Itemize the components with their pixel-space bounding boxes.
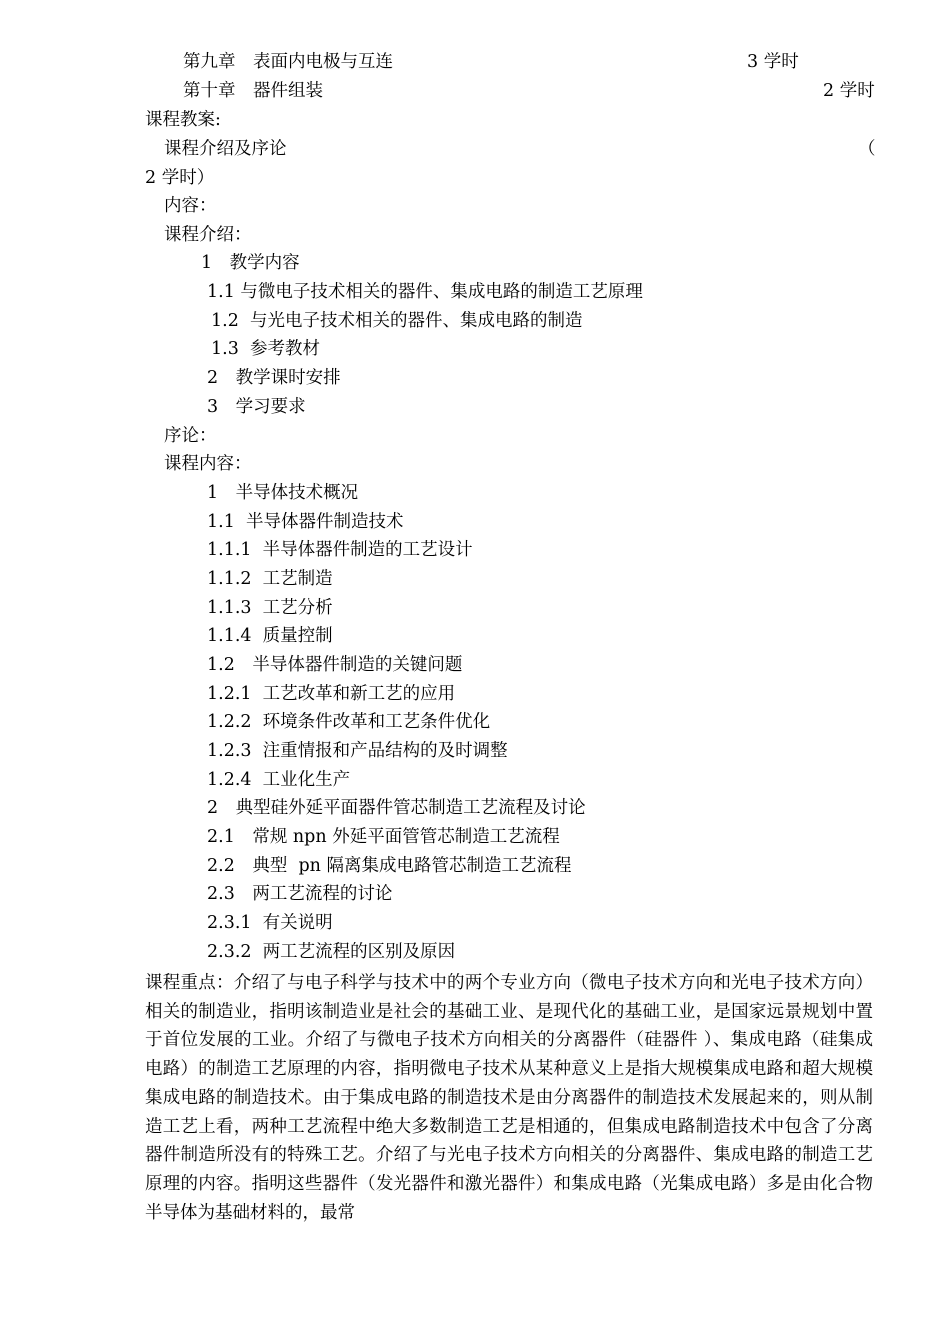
- lesson-plan-heading: 课程教案:: [145, 110, 221, 130]
- content-item: 1.2.4 工业化生产: [207, 770, 351, 790]
- intro-item: 1 教学内容: [201, 253, 300, 273]
- course-content-label: 课程内容：: [164, 454, 252, 474]
- content-item: 1.1.1 半导体器件制造的工艺设计: [207, 540, 473, 560]
- content-item: 1.2.3 注重情报和产品结构的及时调整: [207, 741, 508, 761]
- content-item: 2.3.1 有关说明: [207, 913, 333, 933]
- content-item: 2.1 常规 npn 外延平面管管芯制造工艺流程: [207, 827, 560, 847]
- content-item: 1.2.2 环境条件改革和工艺条件优化: [207, 712, 491, 732]
- chapter-10-hours: 2 学时: [823, 81, 875, 101]
- chapter-9-title: 第九章 表面内电极与互连: [183, 52, 393, 72]
- intro-section-hours: 2 学时）: [145, 168, 215, 188]
- key-points-paragraph: 课程重点：介绍了与电子科学与技术中的两个专业方向（微电子技术方向和光电子技术方向）相关的制造业，指明该制造业是社会的基础工业、是现代化的基础工业，是国家远景规划中置于首位发展的工业。介绍了与微电子技术方向相关的分离器件（硅器件 ）、集成电路（硅集成电路）的制造工艺原理的内容，指明微电子技术从某种意义上是指大规模集成电路和超大规模集成电路的制造技术。由于集成电路的制造技术是由分离器件的制造技术发展起来的，则从制造工艺上看，两种工艺流程中绝大多数制造工艺是相通的，但集成电路制造技术中包含了分离器件制造所没有的特殊工艺。介绍了与光电子技术方向相关的分离器件、集成电路的制造工艺原理的内容。指明这些器件（发光器件和激光器件）和集成电路（光集成电路）多是由化合物半导体为基础材料的，最常: [145, 973, 873, 1223]
- content-item: 1.1 半导体器件制造技术: [207, 512, 404, 532]
- content-item: 1.2 半导体器件制造的关键问题: [207, 655, 463, 675]
- intro-item: 1.3 参考教材: [211, 339, 320, 359]
- preface-label: 序论：: [164, 426, 217, 446]
- chapter-9-hours: 3 学时: [747, 52, 799, 72]
- content-item: 2.3.2 两工艺流程的区别及原因: [207, 942, 456, 962]
- content-item: 1 半导体技术概况: [207, 483, 359, 503]
- intro-item: 3 学习要求: [207, 397, 306, 417]
- content-item: 2.2 典型 pn 隔离集成电路管芯制造工艺流程: [207, 856, 572, 876]
- content-label: 内容：: [164, 196, 217, 216]
- intro-item: 1.2 与光电子技术相关的器件、集成电路的制造: [211, 311, 583, 331]
- content-item: 1.1.3 工艺分析: [207, 598, 333, 618]
- content-item: 2.3 两工艺流程的讨论: [207, 884, 393, 904]
- intro-item: 1.1 与微电子技术相关的器件、集成电路的制造工艺原理: [207, 282, 643, 302]
- course-intro-label: 课程介绍：: [164, 225, 252, 245]
- intro-section-title: 课程介绍及序论: [164, 139, 287, 159]
- content-item: 1.1.2 工艺制造: [207, 569, 333, 589]
- content-item: 1.2.1 工艺改革和新工艺的应用: [207, 684, 456, 704]
- content-item: 1.1.4 质量控制: [207, 626, 333, 646]
- intro-hours-paren: （: [858, 139, 876, 159]
- intro-item: 2 教学课时安排: [207, 368, 341, 388]
- content-item: 2 典型硅外延平面器件管芯制造工艺流程及讨论: [207, 798, 586, 818]
- chapter-10-title: 第十章 器件组装: [183, 81, 323, 101]
